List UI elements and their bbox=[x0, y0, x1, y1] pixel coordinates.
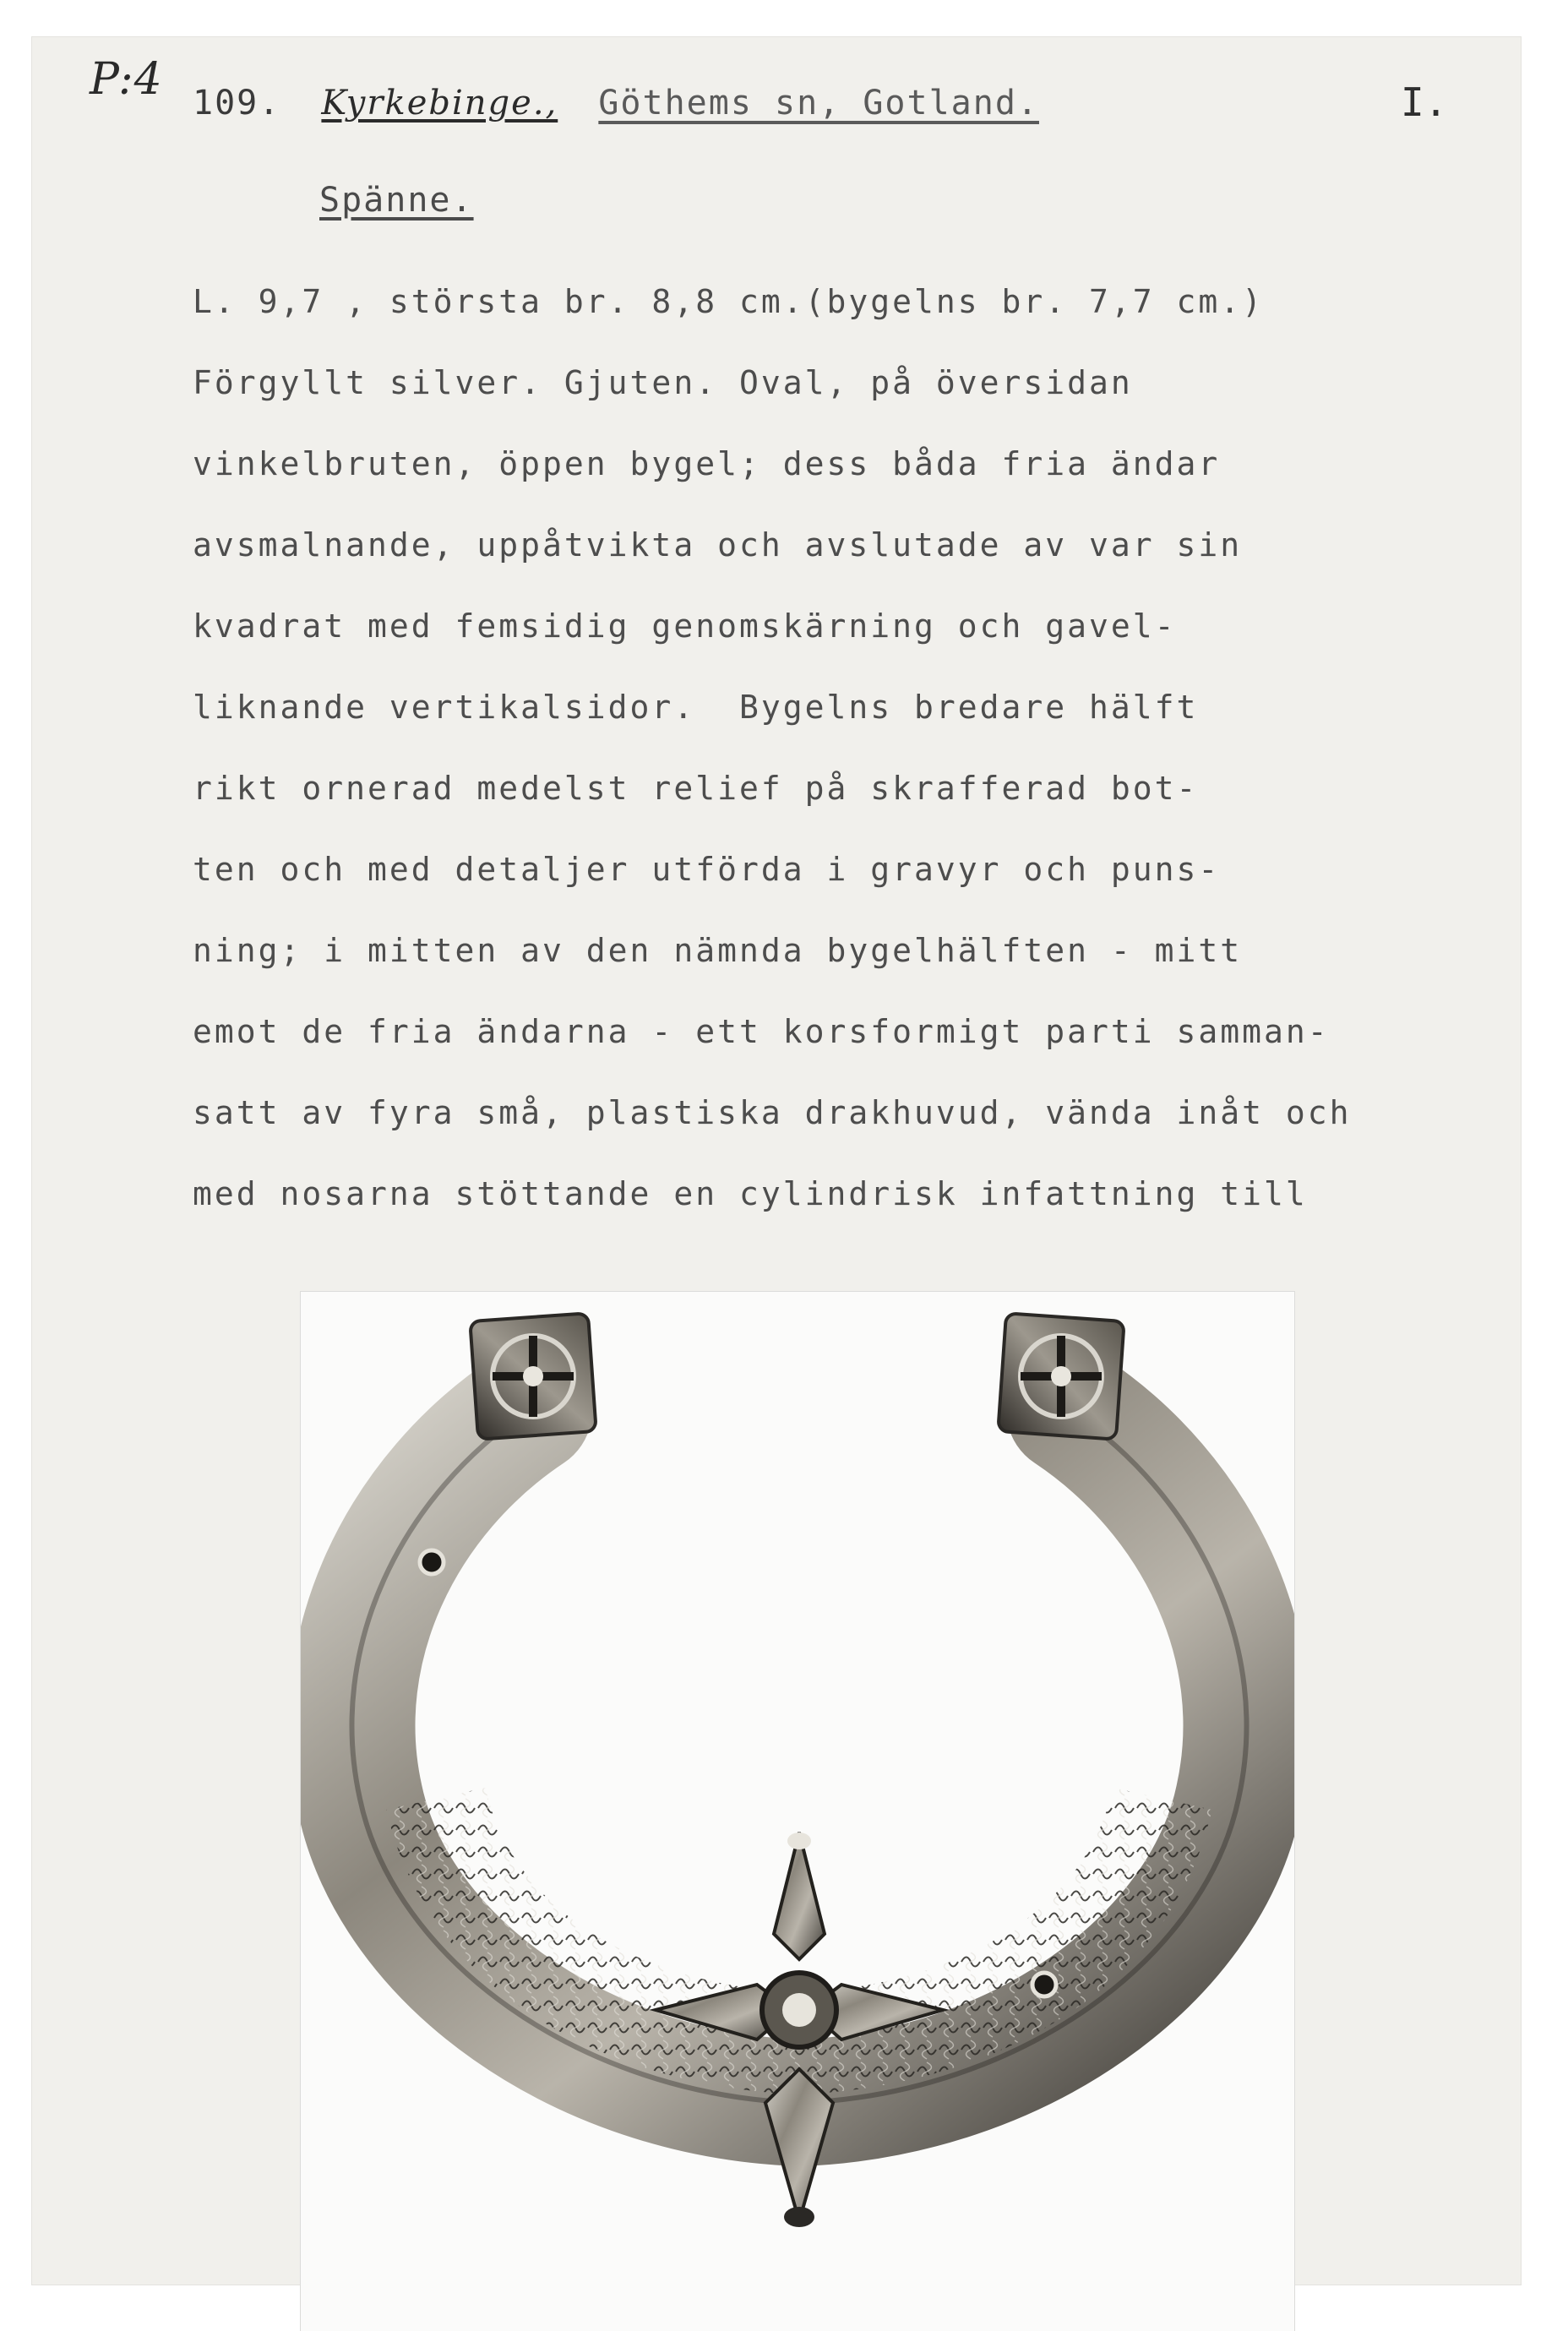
card-page bbox=[32, 37, 1521, 2285]
description-line: emot de fria ändarna - ett korsformigt parti samman- bbox=[193, 1013, 1330, 1050]
description-text bbox=[193, 261, 1511, 1234]
brooch-photograph bbox=[301, 1292, 1294, 2331]
description-line: med nosarna stöttande en cylindrisk infattning till bbox=[193, 1175, 1308, 1212]
description-line: rikt ornerad medelst relief på skrafferad bot- bbox=[193, 770, 1199, 807]
catalogue-card bbox=[32, 37, 1521, 2285]
description-line: ten och med detaljer utförda i gravyr och puns- bbox=[193, 851, 1221, 888]
description-line: ning; i mitten av den nämnda bygelhälften - mitt bbox=[193, 932, 1243, 969]
classification-mark: I. bbox=[1401, 79, 1448, 125]
right-terminal bbox=[998, 1313, 1124, 1439]
description-line: satt av fyra små, plastiska drakhuvud, vända inåt och bbox=[193, 1094, 1352, 1131]
parish-name: Göthems sn, Gotland. bbox=[598, 84, 1039, 123]
entry-number: 109. bbox=[193, 84, 281, 123]
description-line: avsmalnande, uppåtvikta och avslutade av var sin bbox=[193, 526, 1243, 564]
description-line: kvadrat med femsidig genomskärning och gavel- bbox=[193, 607, 1177, 645]
object-name: Spänne. bbox=[319, 181, 474, 220]
brooch-illustration bbox=[301, 1292, 1294, 2331]
description-line: vinkelbruten, öppen bygel; dess båda fria ändar bbox=[193, 445, 1221, 482]
shelfmark-handwritten: P:4 bbox=[90, 54, 163, 105]
left-terminal bbox=[470, 1313, 596, 1439]
description-line: Förgyllt silver. Gjuten. Oval, på översidan bbox=[193, 364, 1133, 401]
place-name-handwritten: Kyrkebinge., bbox=[321, 84, 558, 123]
description-line: liknande vertikalsidor. Bygelns bredare hälft bbox=[193, 689, 1199, 726]
description-line: L. 9,7 , största br. 8,8 cm.(bygelns br. 7,7 cm.) bbox=[193, 283, 1265, 320]
entry-header bbox=[193, 84, 1039, 123]
